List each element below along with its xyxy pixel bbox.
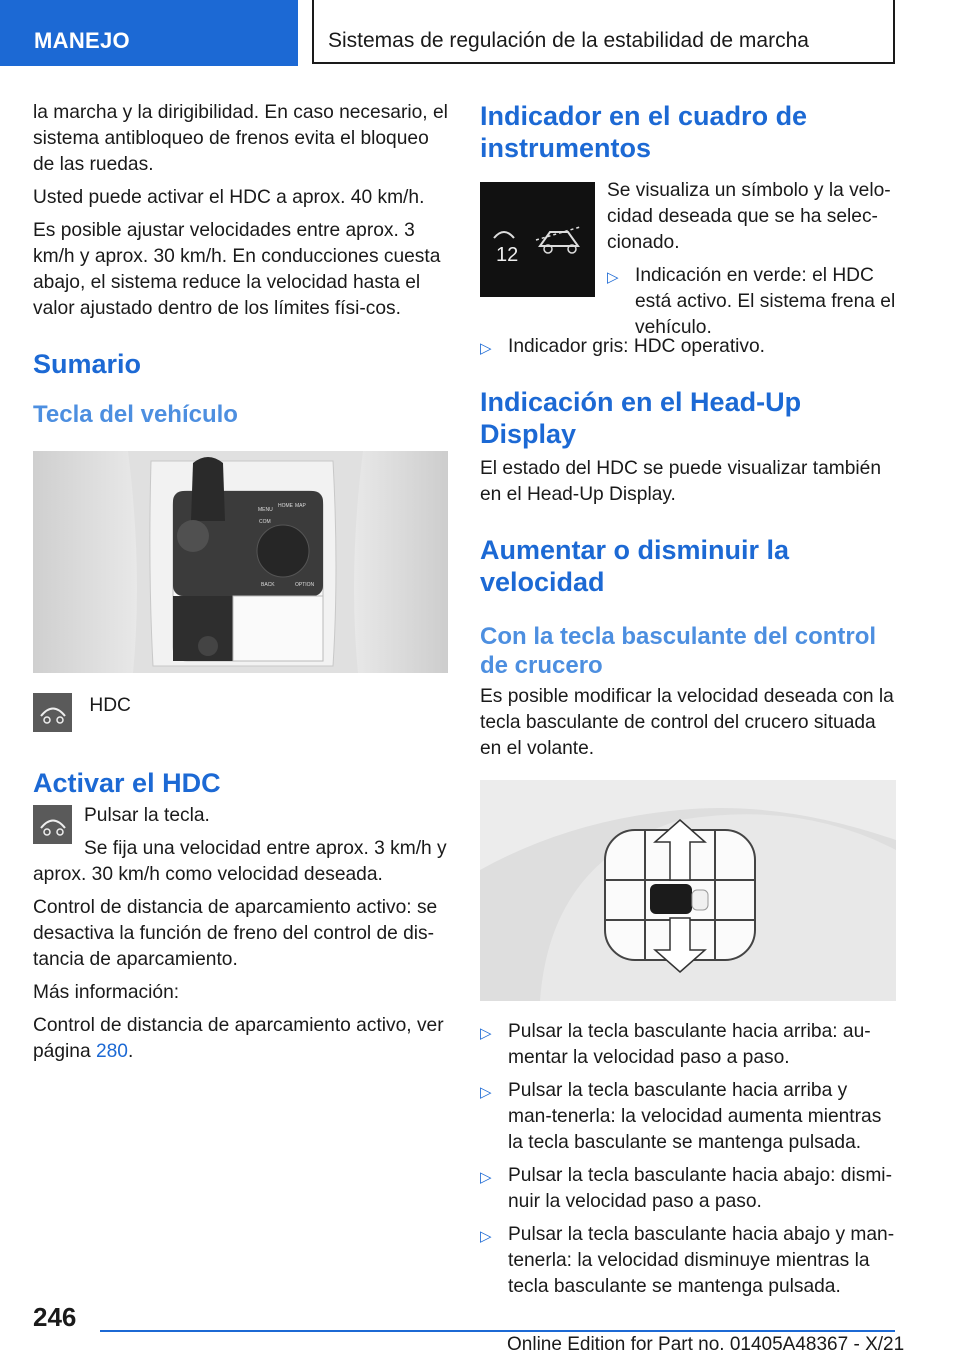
cross-reference (33, 1013, 448, 1065)
page-title: Sistemas de regulación de la estabilidad de marcha (328, 29, 809, 52)
console-label-back: BACK (261, 582, 275, 588)
indicador-text: Se visualiza un símbolo y la velo‐cidad deseada que se ha selec‐cionado. (607, 180, 891, 253)
tecla-basculante-heading: Con la tecla basculante del control de crucero (480, 623, 877, 679)
footer-rule (100, 1330, 895, 1332)
step-2: ▷ Pulsar la tecla basculante hacia arriba y man‐tenerla: la velocidad aumenta mientras la tecla basculante se mantenga pulsada. (480, 1080, 882, 1153)
console-label-com: COM (259, 519, 271, 525)
intro-paragraph-2: Usted puede activar el HDC a aprox. 40 km/h. (33, 187, 425, 208)
activar-heading: Activar el HDC (33, 768, 221, 798)
indicador-bullet-2: ▷ Indicador gris: HDC operativo. (480, 334, 896, 360)
cluster-speed: 12 (496, 244, 519, 266)
page-link[interactable]: 280 (95, 1041, 128, 1062)
steps-list (480, 1019, 896, 1300)
page-number: 246 (33, 1302, 77, 1332)
bullet-triangle-icon: ▷ (607, 269, 619, 286)
chapter-tab (0, 0, 298, 66)
activar-paragraph-1: Se fija una velocidad entre aprox. 3 km/h y aprox. 30 km/h como velocidad deseada. (33, 838, 447, 885)
left-column (33, 100, 448, 1072)
tecla-heading: Tecla del vehículo (33, 401, 238, 428)
activar-paragraph-2: Control de distancia de aparcamiento activo: se desactiva la función de freno del control de dis‐tancia de aparcamiento. (33, 897, 438, 970)
intro-paragraph-1: la marcha y la dirigibilidad. En caso necesario, el sistema antibloqueo de frenos evita el bloqueo de las ruedas. (33, 102, 448, 175)
step-3: ▷ Pulsar la tecla basculante hacia abajo: dismi‐nuir la velocidad paso a paso. (480, 1165, 892, 1212)
console-label-map: MAP (295, 503, 306, 509)
bullet-triangle-icon: ▷ (480, 1084, 492, 1101)
footer-edition: Online Edition for Part no. 01405A48367 - X/21 (507, 1334, 905, 1355)
hdc-key-row (33, 693, 448, 737)
chapter-label: MANEJO (34, 28, 130, 53)
console-label-option: OPTION (295, 582, 315, 588)
console-photo (33, 451, 448, 673)
hdc-icon (33, 693, 72, 732)
tecla-basculante-text: Es posible modificar la velocidad deseada con la tecla basculante de control del crucero situada en el volante. (480, 686, 894, 759)
hdc-icon-small (33, 805, 72, 844)
right-column (480, 100, 896, 1307)
aumentar-heading: Aumentar o disminuir la velocidad (480, 535, 790, 597)
hud-text: El estado del HDC se puede visualizar también en el Head-Up Display. (480, 458, 882, 505)
steering-wheel-photo (480, 780, 896, 1001)
bullet-triangle-icon: ▷ (480, 340, 492, 357)
activar-step: Pulsar la tecla. (84, 805, 210, 826)
page-title-box (312, 0, 895, 64)
console-label-home: HOME (278, 503, 293, 509)
activar-step-row (33, 803, 448, 829)
bullet-triangle-icon: ▷ (480, 1228, 492, 1245)
step-1: ▷ Pulsar la tecla basculante hacia arriba: au‐mentar la velocidad paso a paso. (480, 1021, 871, 1068)
cross-reference-end: . (127, 1041, 134, 1062)
indicador-bullet-1: ▷ Indicación en verde: el HDC está activo. El sistema frena el vehículo. (607, 265, 896, 338)
sumario-heading: Sumario (33, 349, 142, 379)
intro-paragraph-3: Es posible ajustar velocidades entre aprox. 3 km/h y aprox. 30 km/h. En conducciones cuesta abajo, el sistema reduce la velocidad hasta el valor ajustado dentro de los límites físi‐cos. (33, 220, 441, 319)
step-4: ▷ Pulsar la tecla basculante hacia abajo y man‐tenerla: la velocidad disminuye mientras la tecla basculante se mantenga pulsada. (480, 1224, 895, 1297)
bullet-triangle-icon: ▷ (480, 1025, 492, 1042)
hud-heading: Indicación en el Head-Up Display (480, 387, 802, 449)
indicador-heading: Indicador en el cuadro de instrumentos (480, 101, 808, 163)
activar-paragraph-3: Más información: (33, 982, 180, 1003)
console-label-menu: MENU (258, 507, 273, 513)
cluster-block (480, 180, 896, 338)
cross-reference-text: Control de distancia de aparcamiento activo, ver página (33, 1015, 444, 1062)
hdc-label: HDC (89, 695, 131, 716)
cluster-image (480, 182, 595, 297)
bullet-triangle-icon: ▷ (480, 1169, 492, 1186)
